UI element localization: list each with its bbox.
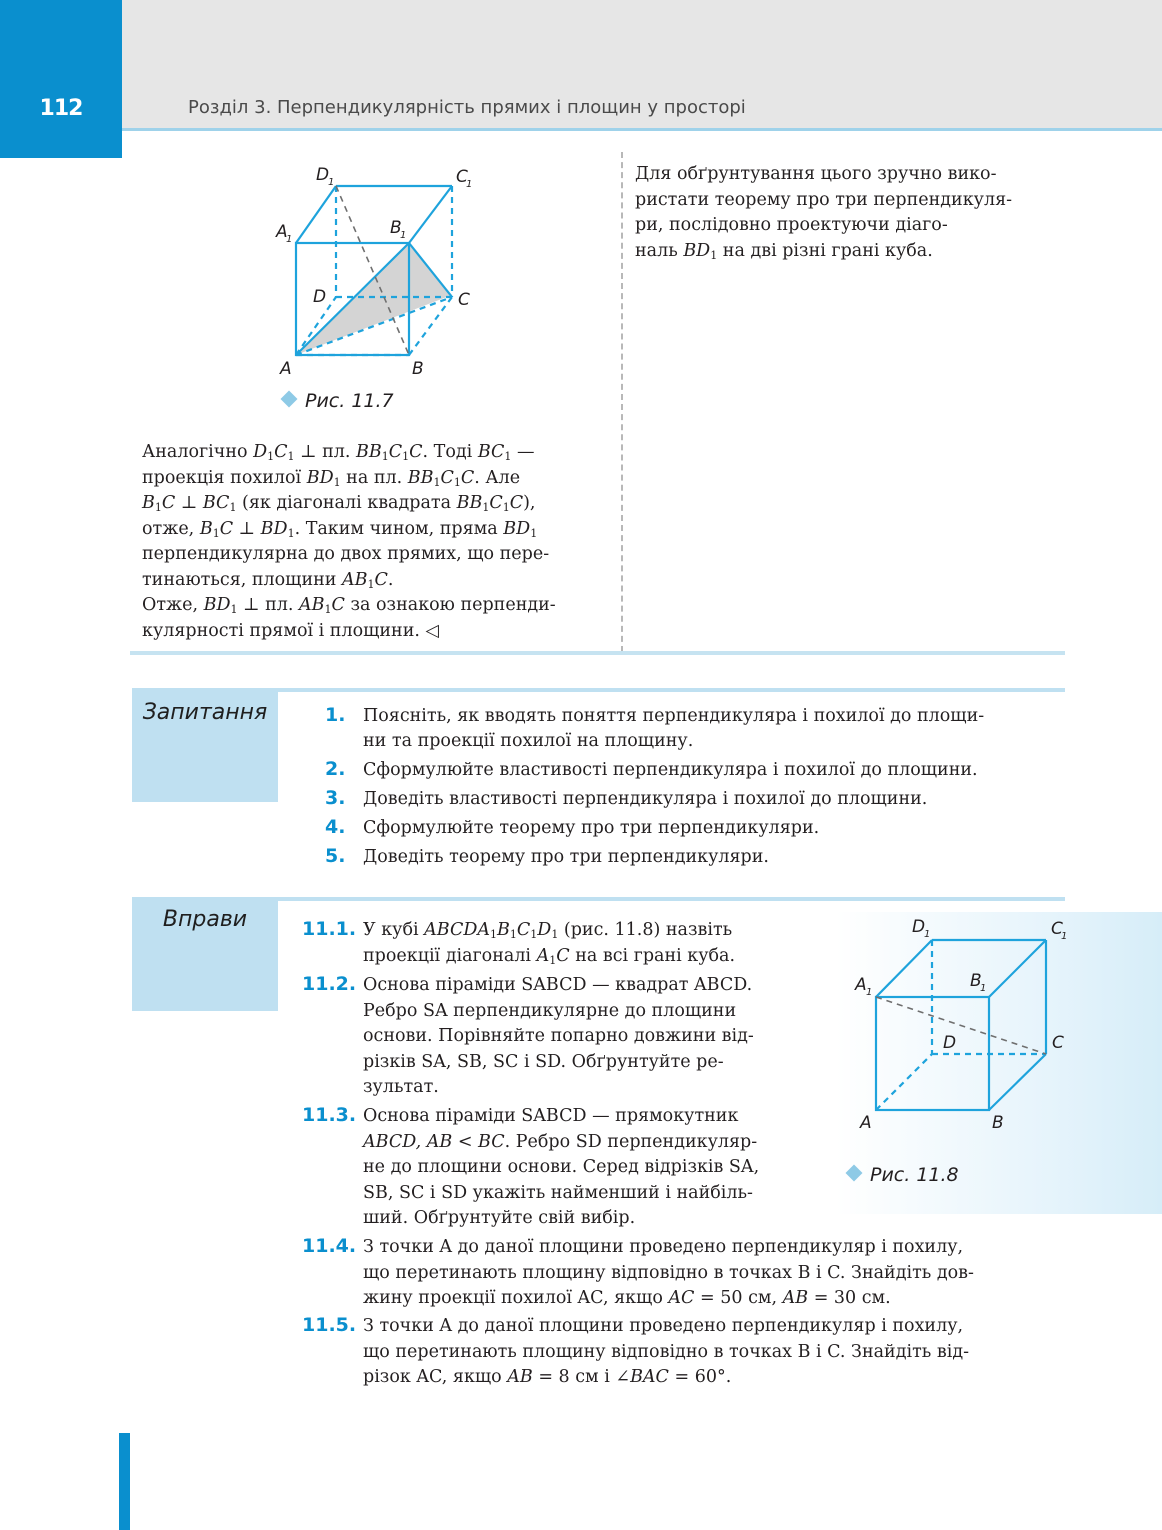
question-number: 1.	[325, 704, 346, 726]
label-a: A	[860, 1113, 872, 1133]
exercise-number: 11.4.	[302, 1235, 357, 1257]
label-b1: B	[390, 218, 402, 238]
question-item: Сформулюйте властивості перпендикуляра і похилої до площини.	[363, 760, 978, 780]
page-number: 112	[39, 96, 83, 121]
label-c: C	[1052, 1033, 1064, 1053]
column-divider	[621, 152, 623, 652]
right-column-text: Для обґрунтування цього зручно вико- ристати теорему про три перпендикуля- ри, послідовно проектуючи діаго- наль $BD_1$ на дві різні грані куба.	[635, 164, 1013, 262]
diamond-icon	[281, 391, 298, 408]
exercise-number: 11.3.	[302, 1104, 357, 1126]
exercise-11-2: Основа піраміди SABCD — квадрат ABCD. Ребро SA перпендикулярне до площини основи. Порівняйте попарно довжини від- різків SA, SB, SC і SD. Обґрунтуйте ре- зультат.	[363, 975, 754, 1097]
question-number: 3.	[325, 787, 346, 809]
label-d: D	[313, 287, 327, 307]
label-b1-sub: 1	[980, 983, 987, 994]
exercises-title: Вправи	[162, 907, 248, 932]
label-d1: D	[912, 917, 926, 937]
diagonal-a1c	[876, 997, 1046, 1054]
proof-paragraph: Аналогічно $D_1C_1$ ⊥ пл. $BB_1C_1C$. Тоді $BC_1$ — проекція похилої $BD_1$ на пл. $BB_1C_1C$. Але $B_1C$ ⊥ $BC_1$ (як діагоналі квадрата $BB_1C_1C$), отже, $B_1C$ ⊥ $BD_1$. Таким чином, пряма $BD_1$ перпендикулярна до двох прямих, що пере- тинаються, площини $AB_1C$. Отже, $BD_1$ ⊥ пл. $AB_1C$ за ознакою перпенди- кулярності прямої і площини. ◁	[142, 442, 556, 641]
question-number: 4.	[325, 816, 346, 838]
figure-11-8-caption: Рис. 11.8	[848, 1164, 959, 1186]
exercise-11-1: У кубі $ABCDA_1B_1C_1D_1$ (рис. 11.8) назвіть проекції діагоналі $A_1C$ на всі грані куба.	[363, 920, 736, 967]
label-d1-sub: 1	[328, 177, 335, 188]
label-a1: A	[855, 975, 867, 995]
label-c1-sub: 1	[466, 179, 473, 190]
diamond-icon	[846, 1165, 863, 1182]
chapter-title: Розділ 3. Перпендикулярність прямих і площин у просторі	[188, 97, 746, 118]
label-d1-sub: 1	[924, 929, 931, 940]
exercise-11-3: Основа піраміди SABCD — прямокутник ABCD, AB < BC. Ребро SD перпендикуляр- не до площини основи. Серед відрізків SA, SB, SC і SD укажіть найменший і найбіль- ший. Обґрунтуйте свій вибір.	[363, 1106, 760, 1228]
question-item: Сформулюйте теорему про три перпендикуляри.	[363, 818, 820, 838]
label-a: A	[280, 359, 292, 379]
question-item: Доведіть теорему про три перпендикуляри.	[363, 847, 769, 867]
header-rule	[122, 128, 1162, 131]
questions-label-box	[132, 688, 278, 802]
label-c1-sub: 1	[1061, 931, 1068, 942]
exercise-11-4: З точки A до даної площини проведено перпендикуляр і похилу, що перетинають площину відповідно в точках B і C. Знайдіть дов- жину проекції похилої AC, якщо AC = 50 см, AB = 30 см.	[363, 1237, 974, 1308]
exercises-top-rule	[278, 897, 1065, 901]
label-c: C	[458, 290, 470, 310]
label-a1-sub: 1	[866, 987, 873, 998]
label-a1-sub: 1	[286, 234, 293, 245]
exercise-number: 11.5.	[302, 1314, 357, 1336]
figure-11-7-caption: Рис. 11.7	[283, 390, 394, 412]
question-item: Доведіть властивості перпендикуляра і похилої до площини.	[363, 789, 928, 809]
label-a1: A	[276, 222, 288, 242]
label-b1-sub: 1	[400, 230, 407, 241]
figure-11-8-cube	[845, 912, 1075, 1142]
questions-top-rule	[278, 688, 1065, 692]
exercise-number: 11.2.	[302, 973, 357, 995]
question-number: 5.	[325, 845, 346, 867]
bottom-accent-bar	[119, 1433, 130, 1530]
question-item: Поясніть, як вводять поняття перпендикуляра і похилої до площи- ни та проекції похилої на площину.	[363, 706, 985, 751]
label-c1: C	[456, 167, 468, 187]
label-b: B	[992, 1113, 1004, 1133]
exercises-label-box	[132, 897, 278, 1011]
label-d: D	[943, 1033, 957, 1053]
label-b: B	[412, 359, 424, 379]
label-b1: B	[970, 971, 982, 991]
figure-11-7-cube	[262, 155, 492, 385]
section-rule	[130, 651, 1065, 655]
question-number: 2.	[325, 758, 346, 780]
exercise-11-5: З точки A до даної площини проведено перпендикуляр і похилу, що перетинають площину відповідно в точках B і C. Знайдіть від- різок AC, якщо AB = 8 см і ∠BAC = 60°.	[363, 1316, 970, 1387]
page-number-tab	[0, 0, 122, 158]
label-d1: D	[316, 165, 330, 185]
exercise-number: 11.1.	[302, 918, 357, 940]
questions-title: Запитання	[142, 700, 268, 725]
label-c1: C	[1051, 919, 1063, 939]
